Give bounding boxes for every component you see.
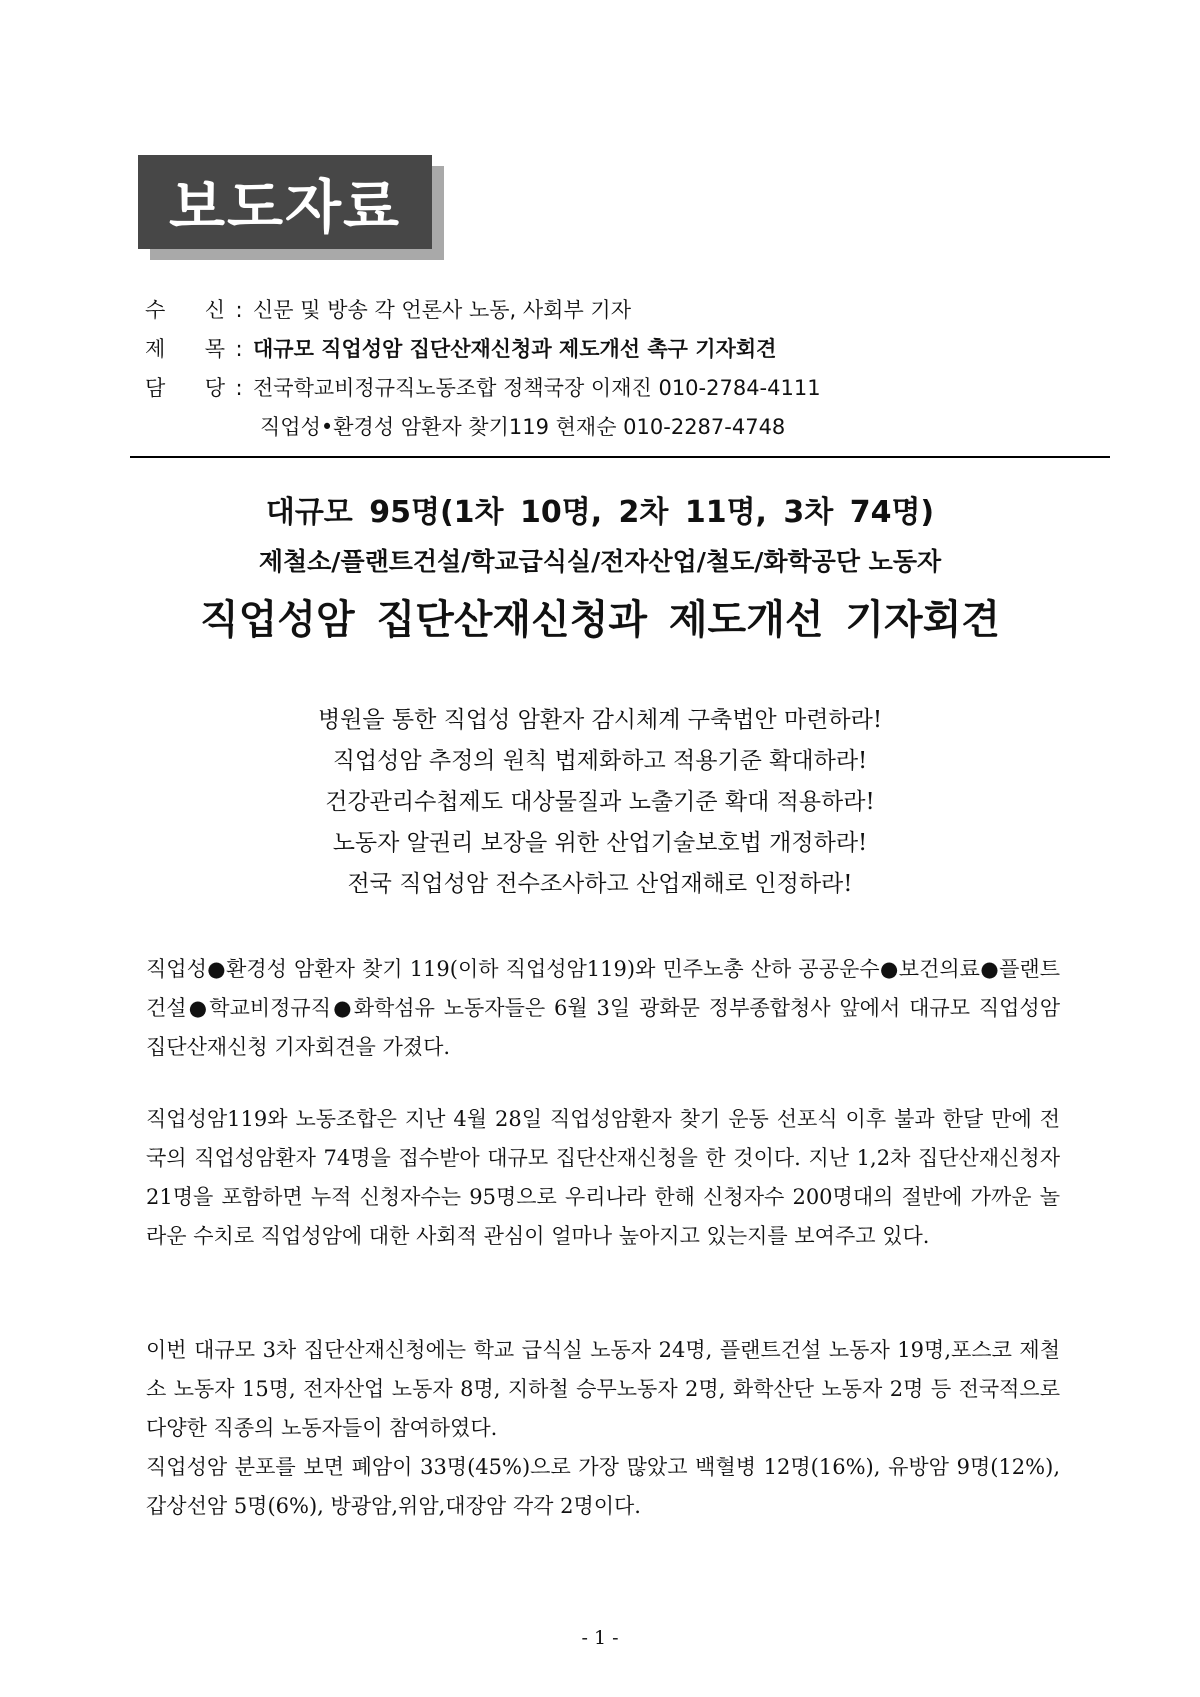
press-release-badge: 보도자료 (138, 155, 432, 249)
headline-title: 직업성암 집단산재신청과 제도개선 기자회견 (200, 597, 1000, 643)
body-paragraph-3a: 이번 대규모 3차 집단산재신청에는 학교 급식실 노동자 24명, 플랜트건설 노동자 19명,포스코 제철소 노동자 15명, 전자산업 노동자 8명, 지하철 승무노동자 2명, 화학산단 노동자 2명 등 전국적으로 다양한 직종의 노동자들이 참여하였다. (146, 1338, 1060, 1440)
slogan-list (0, 700, 1200, 905)
meta-key-char: 당 (204, 376, 225, 400)
meta-key-char: 제 (145, 337, 166, 361)
meta-subject-value: 대규모 직업성암 집단산재신청과 제도개선 촉구 기자회견 (253, 337, 777, 361)
body-paragraph-3b: 직업성암 분포를 보면 폐암이 33명(45%)으로 가장 많았고 백혈병 12명(16%), 유방암 9명(12%), 갑상선암 5명(6%), 방광암,위암,대장암 각각 2명이다. (146, 1455, 1060, 1518)
headline-industries: 제철소/플랜트건설/학교급식실/전자산업/철도/화학공단 노동자 (258, 547, 942, 576)
meta-contact-value-2: 직업성•환경성 암환자 찾기119 현재순 010-2287-4748 (260, 415, 786, 439)
meta-key-char: 신 (204, 298, 225, 322)
meta-colon: : (235, 337, 243, 361)
meta-contact-key (145, 369, 225, 408)
meta-key-char: 목 (204, 337, 225, 361)
header-divider (130, 456, 1110, 458)
slogan-item: 직업성암 추정의 원칙 법제화하고 적용기준 확대하라! (332, 748, 868, 774)
meta-contact-value-1: 전국학교비정규직노동조합 정책국장 이재진 010-2784-4111 (253, 376, 821, 400)
page-number: - 1 - (581, 1627, 619, 1649)
meta-colon: : (235, 298, 243, 322)
headline-count: 대규모 95명(1차 10명, 2차 11명, 3차 74명) (265, 495, 935, 530)
meta-contact-row-2 (145, 408, 821, 447)
meta-recipient-key (145, 291, 225, 330)
document-meta (145, 291, 821, 447)
meta-subject-row (145, 330, 821, 369)
meta-subject-key (145, 330, 225, 369)
meta-colon: : (235, 376, 243, 400)
meta-key-char: 담 (145, 376, 166, 400)
body-paragraph-1: 직업성●환경성 암환자 찾기 119(이하 직업성암119)와 민주노총 산하 공공운수●보건의료●플랜트건설●학교비정규직●화학섬유 노동자들은 6월 3일 광화문 정부종합청사 앞에서 대규모 직업성암 집단산재신청 기자회견을 가졌다. (146, 957, 1060, 1059)
body-paragraph-3 (146, 1331, 1060, 1526)
slogan-item: 병원을 통한 직업성 암환자 감시체계 구축법안 마련하라! (317, 707, 883, 733)
body-paragraph-2: 직업성암119와 노동조합은 지난 4월 28일 직업성암환자 찾기 운동 선포식 이후 불과 한달 만에 전국의 직업성암환자 74명을 접수받아 대규모 집단산재신청을 한 것이다. 지난 1,2차 집단산재신청자 21명을 포함하면 누적 신청자수는 95명으로 우리나라 한해 신청자수 200명대의 절반에 가까운 놀라운 수치로 직업성암에 대한 사회적 관심이 얼마나 높아지고 있는지를 보여주고 있다. (146, 1107, 1060, 1248)
meta-key-char: 수 (145, 298, 166, 322)
meta-contact-row (145, 369, 821, 408)
slogan-item: 전국 직업성암 전수조사하고 산업재해로 인정하라! (347, 871, 853, 897)
slogan-item: 건강관리수첩제도 대상물질과 노출기준 확대 적용하라! (325, 789, 875, 815)
meta-recipient-row (145, 291, 821, 330)
meta-recipient-value: 신문 및 방송 각 언론사 노동, 사회부 기자 (253, 298, 631, 322)
slogan-item: 노동자 알권리 보장을 위한 산업기술보호법 개정하라! (332, 830, 868, 856)
